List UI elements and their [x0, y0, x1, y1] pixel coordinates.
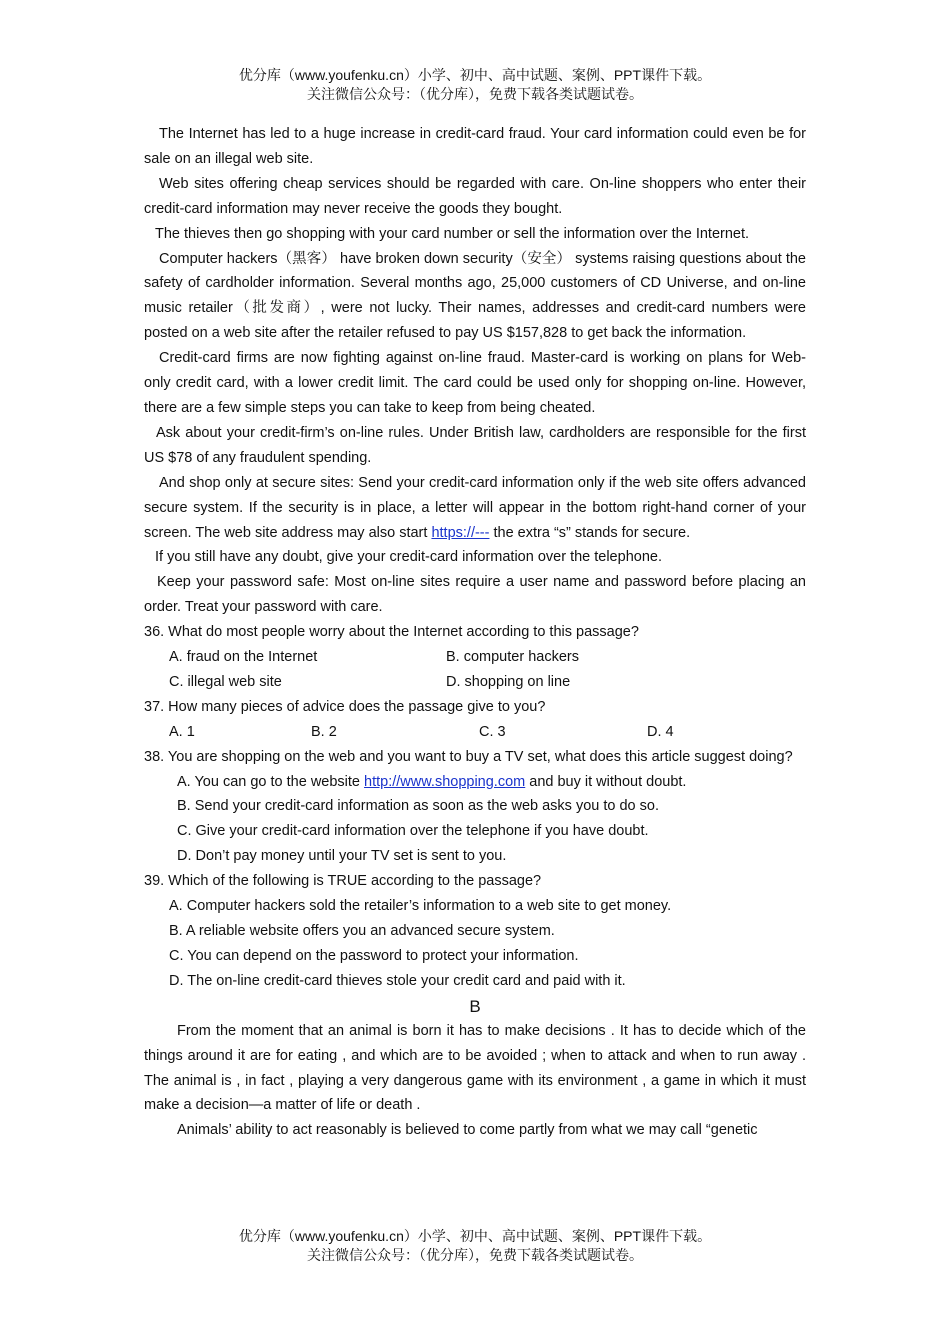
q38-option-c: C. Give your credit-card information over the telephone if you have doubt.	[177, 823, 649, 840]
passage-paragraph-6: Ask about your credit-firm’s on-line rules. Under British law, cardholders are responsible for the first US $78 of any fraudulent spending.	[144, 424, 806, 466]
q39-option-d: D. The on-line credit-card thieves stole your credit card and paid with it.	[169, 972, 626, 989]
https-link[interactable]: https://---	[431, 524, 490, 541]
q38-option-b: B. Send your credit-card information as soon as the web asks you to do so.	[177, 798, 659, 815]
q39-option-c: C. You can depend on the password to protect your information.	[169, 947, 579, 964]
header-line-2: 关注微信公众号：（优分库），免费下载各类试题试卷。	[307, 86, 643, 102]
question-38-stem: 38. You are shopping on the web and you want to buy a TV set, what does this article suggest doing?	[144, 748, 793, 765]
passage-paragraph-5: Credit-card firms are now fighting against on-line fraud. Master-card is working on plans for Web-only credit card, with a lower credit limit. The card could be used only for shopping on-line. However, there are a few simple steps you can take to keep from being cheated.	[144, 350, 806, 416]
section-b-paragraph-1: From the moment that an animal is born it has to make decisions . It has to decide which of the things around it are for eating , and which are to be avoided ; when to attack and when to run away . The animal is , in fact , playing a very dangerous game with its environment , a game in which it must make a decision—a matter of life or death .	[144, 1022, 806, 1114]
passage-paragraph-8: If you still have any doubt, give your credit-card information over the telephone.	[155, 549, 662, 566]
q38-a-text-after: and buy it without doubt.	[525, 773, 687, 790]
passage-paragraph-3: The thieves then go shopping with your card number or sell the information over the Internet.	[155, 225, 750, 242]
document-body	[144, 122, 806, 1143]
footer-line-2: 关注微信公众号：（优分库），免费下载各类试题试卷。	[307, 1247, 643, 1263]
q38-a-text-before: A. You can go to the website	[177, 773, 365, 790]
page-footer	[0, 1227, 950, 1265]
passage-paragraph-9: Keep your password safe: Most on-line sites require a user name and password before placing an order. Treat your password with care.	[144, 574, 806, 616]
question-39-stem: 39. Which of the following is TRUE according to the passage?	[144, 873, 542, 890]
question-36-options-row-1	[144, 645, 806, 670]
q38-option-d: D. Don’t pay money until your TV set is sent to you.	[177, 848, 507, 865]
header-line-1: 优分库（www.youfenku.cn）小学、初中、高中试题、案例、PPT课件下载。	[238, 67, 712, 83]
shopping-link[interactable]: http://www.shopping.com	[364, 773, 526, 790]
question-37-options	[144, 720, 806, 745]
footer-line-1: 优分库（www.youfenku.cn）小学、初中、高中试题、案例、PPT课件下载。	[238, 1228, 712, 1244]
q36-option-c: C. illegal web site	[169, 673, 282, 690]
page-header	[0, 66, 950, 104]
section-b-title: B	[469, 996, 481, 1016]
question-36-options-row-2	[144, 670, 806, 695]
question-37-stem: 37. How many pieces of advice does the passage give to you?	[144, 698, 546, 715]
q37-option-a: A. 1	[169, 723, 195, 740]
q39-option-a: A. Computer hackers sold the retailer’s information to a web site to get money.	[169, 898, 672, 915]
passage-paragraph-2: Web sites offering cheap services should be regarded with care. On-line shoppers who enter their credit-card information may never receive the goods they bought.	[144, 175, 806, 217]
q38-option-a	[144, 770, 806, 795]
q37-option-b: B. 2	[311, 723, 337, 740]
q36-option-b: B. computer hackers	[446, 649, 579, 666]
q37-option-c: C. 3	[479, 723, 506, 740]
q39-option-b: B. A reliable website offers you an advanced secure system.	[169, 923, 555, 939]
question-36-stem: 36. What do most people worry about the Internet according to this passage?	[144, 624, 639, 641]
p7-text-after: the extra “s” stands for secure.	[489, 524, 691, 541]
passage-paragraph-4: Computer hackers（黑客） have broken down security（安全） systems raising questions about the safety of cardholder information. Several months ago, 25,000 customers of CD Universe, and on-line music retailer（批发商）, were not lucky. Their names, addresses and credit-card numbers were posted on a web site after the retailer refused to pay US $157,828 to get back the information.	[144, 250, 806, 342]
passage-paragraph-1: The Internet has led to a huge increase in credit-card fraud. Your card information could even be for sale on an illegal web site.	[144, 126, 806, 167]
q36-option-d: D. shopping on line	[446, 673, 571, 690]
p7-text-before: And shop only at secure sites: Send your credit-card information only if the web site offers advanced secure system. If the security is in place, a letter will appear in the bottom right-hand corner of your screen. The web site address may also start	[144, 474, 806, 541]
q36-option-a: A. fraud on the Internet	[169, 649, 318, 666]
section-b-paragraph-2: Animals’ ability to act reasonably is believed to come partly from what we may call “genetic	[177, 1122, 758, 1139]
passage-paragraph-7	[144, 471, 806, 546]
q37-option-d: D. 4	[647, 723, 674, 740]
